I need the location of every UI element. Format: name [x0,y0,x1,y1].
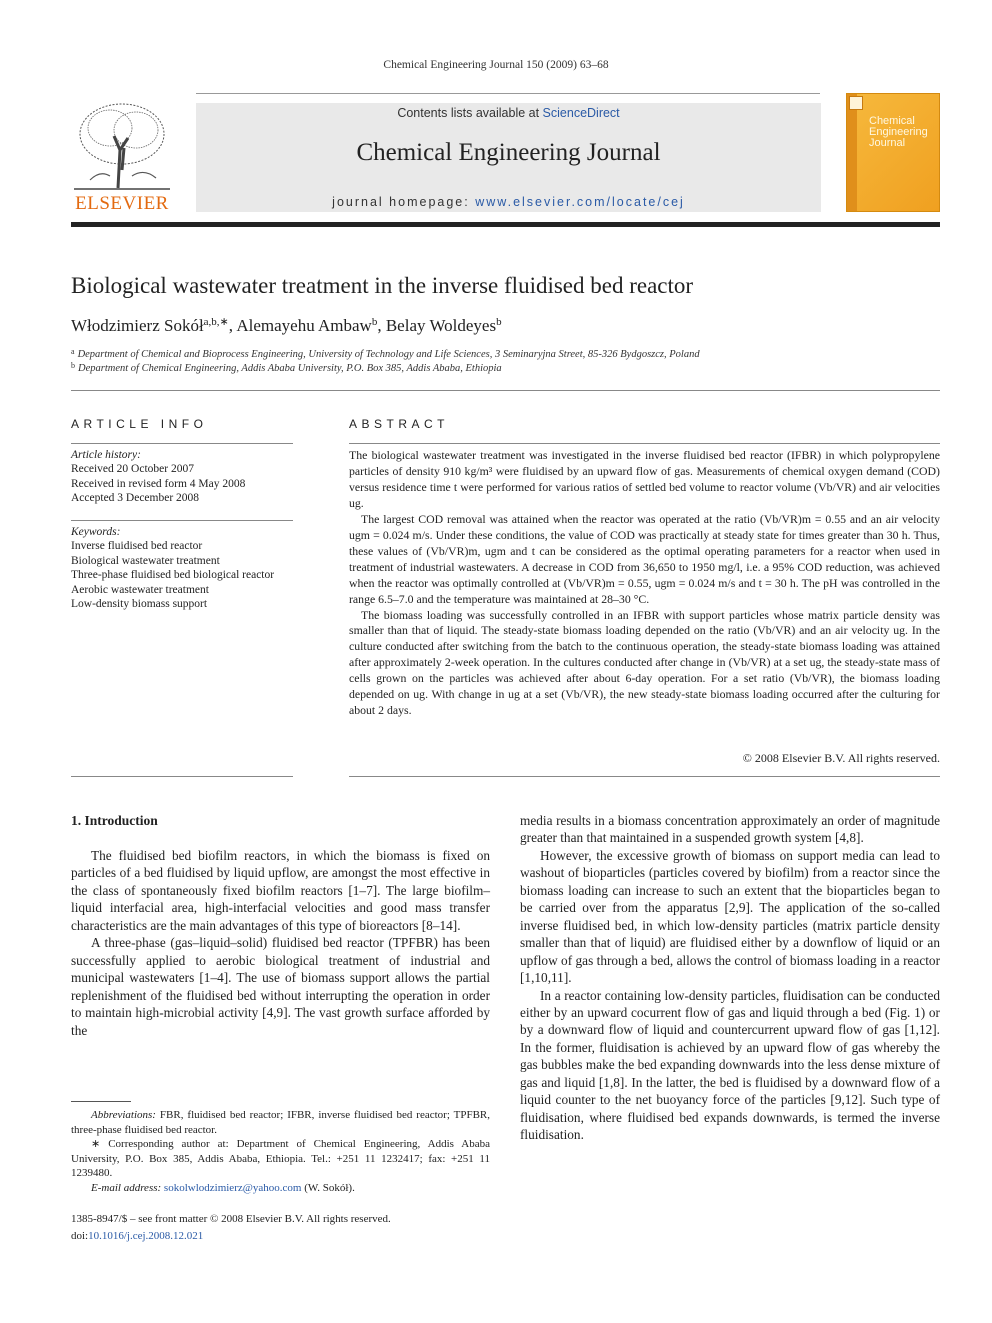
abstract-rule [349,443,940,444]
abstract-paragraph: The biological wastewater treatment was investigated in the inverse fluidised bed reactor (IFBR) in which polypropylene particles of density 910 kg/m³ were fluidised by an upward flow of gas. Measurements of chemical oxygen demand (COD) versus residence time t were performed for various ratios of settled bed volume to reactor volume (Vb/VR) and air velocities ug. [349,448,940,510]
keywords [71,525,293,611]
contents-line [196,106,821,120]
history-item: Received in revised form 4 May 2008 [71,477,246,490]
author-name: Włodzimierz Sokół [71,316,204,335]
publisher-name: ELSEVIER [75,193,169,214]
author-affiliation-marks[interactable]: b [496,316,502,328]
issn-line: 1385-8947/$ – see front matter © 2008 Elsevier B.V. All rights reserved. [71,1213,391,1225]
affiliation-key: b [71,361,75,370]
corresponding-text: Corresponding author at: Department of Chemical Engineering, Addis Ababa University, P.O. Box 385, Addis Ababa, Ethiopia. Tel.: +251 11 1232417; fax: +251 11 1239480. [71,1138,490,1179]
keyword-item: Inverse fluidised bed reactor [71,540,203,553]
cover-logo-icon [849,96,863,110]
abstract-bottom-rule [349,776,940,777]
abstract-heading: ABSTRACT [349,417,450,431]
keyword-item: Low-density biomass support [71,598,208,611]
cover-title-line1: Chemical [869,115,915,127]
corresponding-mark: ∗ [91,1138,101,1150]
doi-prefix: doi: [71,1230,89,1242]
abbreviations-label: Abbreviations: [91,1109,156,1121]
intro-paragraph: In a reactor containing low-density particles, fluidisation can be conducted either by an upward cocurrent flow of gas and liquid through a bed (Fig. 1) or by a downward flow of liquid and countercurrent upward flow of gas [1,12]. In the former, fluidisation is achieved by an upward flow of gas whereby the gas bubbles make the bed expanding downwards into the less dense mixture of gas and liquid [1,8]. In the latter, the bed is fluidised by a downward flow of a liquid counter to the net buoyancy force of the particles [9,12]. Such type of fluidisation, where fluidised bed expands downwards, is termed the inverse fluidisation. [520,987,940,1143]
elsevier-tree-icon [70,100,174,192]
email-link[interactable]: sokolwlodzimierz@yahoo.com [163,1181,302,1194]
cover-title-line3: Journal [869,137,906,149]
email-suffix: (W. Sokół). [304,1181,355,1194]
author-list: Włodzimierz Sokół$^{a,b,∗}$, Alemayehu Ambaw$^b$, Belay Woldeyes$^b$ [71,316,502,335]
homepage-link[interactable]: www.elsevier.com/locate/cej [475,195,685,209]
intro-paragraph: A three-phase (gas–liquid–solid) fluidised bed reactor (TPFBR) has been successfully applied to aerobic biological treatment of industrial and municipal wastewaters [1–4]. The use of biomass support allows the partial replenishment of the fluidised bed without interrupting the operation in order to maintain high-microbial activity [4,9]. The vast growth surface afforded by the [71,935,490,1038]
email-footnote [71,1181,490,1196]
cover-strip [847,94,857,211]
intro-right-column [520,812,940,1144]
contents-prefix: Contents lists available at [397,106,543,120]
author-affiliation-marks[interactable]: b [371,316,378,328]
front-matter-info [71,1211,391,1245]
article-info-heading: ARTICLE INFO [71,417,208,431]
info-bottom-rule [71,776,293,777]
intro-paragraph: However, the excessive growth of biomass on support media can lead to washout of bioparticles (particles covered by biofilm) from a reactor since the biomass loading can increase to such an extent that the bioparticles began to be carried over from the apparatus [2,9]. The application of the so-called inverse fluidised bed, in which low-density particles (matrix particle density smaller than that of liquid) are fluidised either by a downflow of liquid or an upflow of gas through a bed, allows the control of biomass loading in a reactor [1,10,11]. [520,847,940,986]
keywords-label: Keywords: [71,526,121,538]
history-label: Article history: [71,449,141,461]
intro-paragraph: The fluidised bed biofilm reactors, in which the biomass is fixed on particles of a bed fluidised by liquid upflow, are amongst the most effective in the class of spontaneously fixed biofilm reactors [1–7]. The large biofilm–liquid interfacial area, high-interfacial velocities and good mass transfer characteristics are the main advantages of this type of bioreactors [8–14]. [71,848,490,933]
affiliation-a [71,347,700,360]
journal-header-box [196,103,821,212]
abstract-paragraph: The biomass loading was successfully controlled in an IFBR with support particles whose matrix particle density was smaller than that of liquid. The steady-state biomass loading depended on the ratio (Vb/VR) and an air velocity ug. In the culture conducted after switching from the batch to the continuous operation, the steady-state biomass loading was attained after approximately 2-week operation. In the cultures conducted after change in (Vb/VR) at a set ug, the steady-state mass of cells grown on the particles was achieved after about 6-day operation. For a set ratio (Vb/VR), the biomass loading depended on ug. With change in ug at a set (Vb/VR), the new steady-state biomass loading occurred after the culturing for about 2 days. [349,607,940,718]
intro-left-column [71,847,490,1039]
abbreviations-text: FBR, fluidised bed reactor; IFBR, inverse fluidised bed reactor; TPFBR, three-phase fluidised bed reactor. [71,1109,491,1136]
corresponding-footnote [71,1137,490,1181]
homepage-line [196,195,821,209]
affiliation-text: Department of Chemical Engineering, Addis Ababa University, P.O. Box 385, Addis Ababa, Ethiopia [78,363,502,374]
history-rule [71,520,293,521]
affiliation-rule [71,390,940,391]
article-title: Biological wastewater treatment in the inverse fluidised bed reactor [71,273,694,298]
cover-title [869,116,935,149]
keyword-item: Three-phase fluidised bed biological reactor [71,569,275,582]
doi-link[interactable]: 10.1016/j.cej.2008.12.021 [88,1230,204,1242]
affiliation-text: Department of Chemical and Bioprocess Engineering, University of Technology and Life Sciences, 3 Seminaryjna Street, 85-326 Bydgoszcz, Poland [77,349,700,360]
abstract-body [349,448,940,719]
footnote-rule [71,1101,131,1102]
author-name: Belay Woldeyes [385,316,497,335]
keyword-item: Aerobic wastewater treatment [71,583,209,596]
abstract-paragraph: The largest COD removal was attained when the reactor was operated at the ratio (Vb/VR)m = 0.55 and an air velocity ugm = 0.024 m/s. Under these conditions, the value of COD was practically at steady state for times greater than 30 h. Thus, these values of (Vb/VR)m, ugm and t can be considered as the optimal operating parameters for a reactor when used in treatment of industrial wastewaters. A decrease in COD from 36,650 to 1950 mg/l, i.e. a 95% COD reduction, was achieved when the reactor was optimally controlled at (Vb/VR)m = 0.55, ugm = 0.024 m/s and t = 30 h. The pH was controlled in the range 6.5–7.0 and the temperature was maintained at 28–30 °C. [349,511,940,606]
cover-title-line2: Engineering [869,126,928,138]
abbreviations-footnote [71,1108,490,1137]
introduction-heading: 1. Introduction [71,813,158,828]
journal-name: Chemical Engineering Journal [356,139,661,166]
affiliation-b [71,361,502,374]
author-affiliation-marks[interactable]: a,b,∗ [203,316,229,328]
sciencedirect-link[interactable]: ScienceDirect [542,106,620,120]
abstract-copyright: © 2008 Elsevier B.V. All rights reserved. [742,751,940,765]
history-item: Received 20 October 2007 [71,463,194,476]
article-history [71,448,293,506]
affiliation-key: a [71,347,75,356]
author-name: Alemayehu Ambaw [236,316,372,335]
header-top-rule [196,93,820,94]
email-label: E-mail address: [91,1181,162,1194]
journal-citation: Chemical Engineering Journal 150 (2009) 63–68 [383,59,609,71]
intro-paragraph: media results in a biomass concentration approximately an order of magnitude greater than that maintained in a suspended growth system [4,8]. [520,813,940,846]
homepage-prefix: journal homepage: [332,195,476,209]
journal-cover [846,93,940,212]
doi-line [71,1228,391,1245]
keyword-item: Biological wastewater treatment [71,554,220,567]
article-info-rule [71,443,293,444]
history-item: Accepted 3 December 2008 [71,492,200,505]
footnotes [71,1108,490,1195]
header-thick-rule [71,222,940,227]
